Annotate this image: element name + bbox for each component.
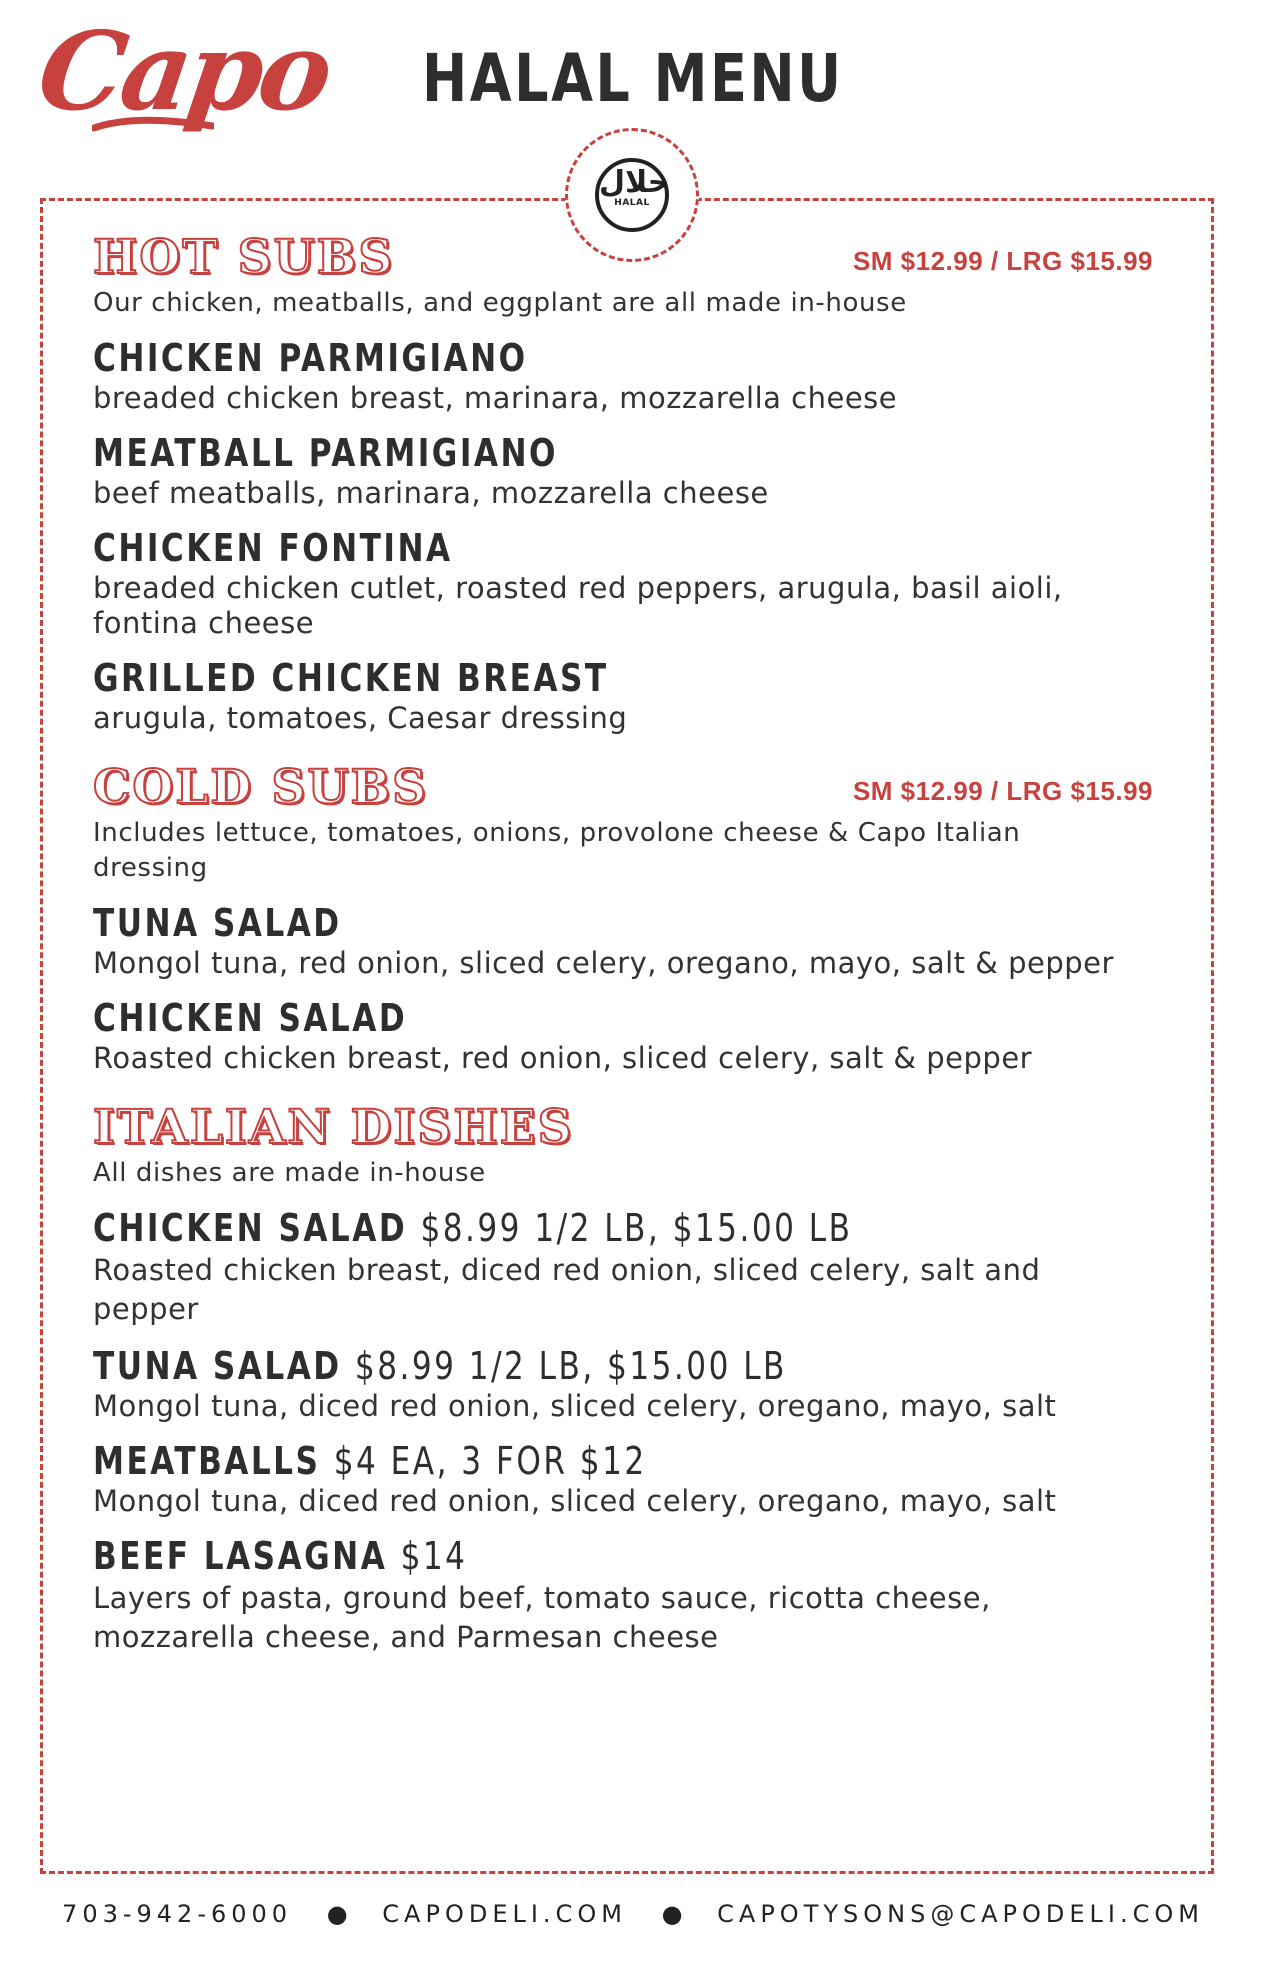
item-name: CHICKEN SALAD [93,1206,408,1250]
item-name: CHICKEN SALAD [93,996,408,1040]
section-cold-subs [93,762,1153,1076]
menu-item [93,1343,1153,1424]
item-name: MEATBALL PARMIGIANO [93,431,558,475]
halal-arabic-text: حلال [599,165,670,200]
menu-item [93,1533,1153,1657]
item-name: TUNA SALAD [93,901,342,945]
phone-number: 703-942-6000 [62,1900,293,1928]
menu-item [93,335,1153,416]
menu-item [93,1205,1153,1329]
section-price: SM $12.99 / LRG $15.99 [852,776,1153,806]
item-description: Mongol tuna, diced red onion, sliced celery, oregano, mayo, salt [93,1389,1057,1423]
menu-content [93,232,1153,1657]
section-title: HOT SUBS [93,230,395,285]
section-price: SM $12.99 / LRG $15.99 [852,246,1153,276]
section-title: COLD SUBS [93,760,429,815]
menu-item [93,525,1153,641]
website-link[interactable]: CAPODELI.COM [382,1900,627,1928]
contact-footer [0,1900,1266,1928]
section-note: All dishes are made in-house [93,1158,486,1188]
item-name: TUNA SALAD [93,1344,342,1388]
item-description: Layers of pasta, ground beef, tomato sauce, ricotta cheese, mozzarella cheese, and Parmesan cheese [93,1581,991,1654]
capo-logo: Capo [31,9,337,135]
item-price: $4 EA, 3 FOR $12 [333,1439,647,1483]
item-description: breaded chicken breast, marinara, mozzarella cheese [93,381,898,415]
menu-item [93,430,1153,511]
item-description: arugula, tomatoes, Caesar dressing [93,701,628,735]
item-description: Roasted chicken breast, diced red onion, sliced celery, salt and pepper [93,1253,1041,1326]
item-price: $8.99 1/2 LB, $15.00 LB [354,1344,787,1388]
section-note: Includes lettuce, tomatoes, onions, provolone cheese & Capo Italian dressing [93,818,1021,883]
item-price: $8.99 1/2 LB, $15.00 LB [420,1206,853,1250]
section-italian-dishes [93,1102,1153,1657]
menu-item [93,995,1153,1076]
page-title: HALAL MENU [422,40,844,117]
item-name: GRILLED CHICKEN BREAST [93,656,609,700]
item-description: Mongol tuna, red onion, sliced celery, oregano, mayo, salt & pepper [93,946,1114,980]
halal-latin-text: HALAL [614,198,650,208]
item-description: Roasted chicken breast, red onion, sliced celery, salt & pepper [93,1041,1033,1075]
separator-dot: ● [326,1900,348,1928]
item-name: MEATBALLS [93,1439,321,1483]
email-link[interactable]: CAPOTYSONS@CAPODELI.COM [717,1900,1204,1928]
menu-item [93,900,1153,981]
item-name: BEEF LASAGNA [93,1534,388,1578]
section-hot-subs [93,232,1153,736]
item-description: Mongol tuna, diced red onion, sliced celery, oregano, mayo, salt [93,1484,1057,1518]
item-price: $14 [400,1534,468,1578]
menu-item [93,1438,1153,1519]
menu-item [93,655,1153,736]
item-description: beef meatballs, marinara, mozzarella cheese [93,476,769,510]
separator-dot: ● [661,1900,683,1928]
item-name: CHICKEN PARMIGIANO [93,336,528,380]
section-note: Our chicken, meatballs, and eggplant are all made in-house [93,288,907,318]
section-title: ITALIAN DISHES [93,1100,574,1155]
item-name: CHICKEN FONTINA [93,526,453,570]
logo-swash [92,114,214,136]
halal-icon [595,158,669,232]
item-description: breaded chicken cutlet, roasted red peppers, arugula, basil aioli, fontina cheese [93,571,1063,640]
